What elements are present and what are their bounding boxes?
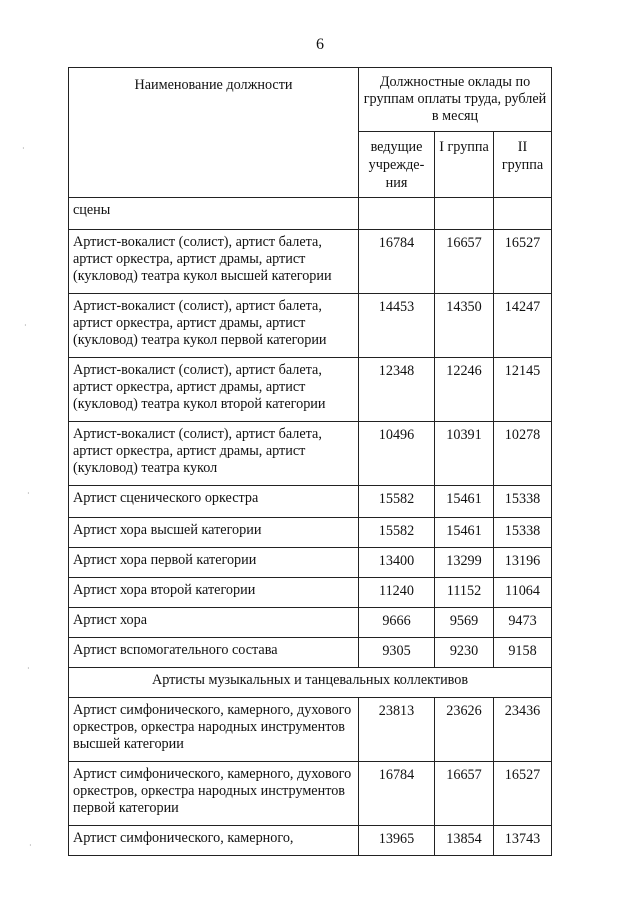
salary-value: 23626 (435, 698, 494, 762)
salary-value: 11240 (359, 578, 435, 608)
salary-value: 16657 (435, 230, 494, 294)
position-name: Артист симфонического, камерного, (69, 826, 359, 856)
position-name: Артист-вокалист (солист), артист балета, артист оркестра, артист драмы, артист (кукловод) театра кукол второй категории (69, 358, 359, 422)
table-row (69, 486, 552, 518)
position-name: Артист хора высшей категории (69, 518, 359, 548)
table-row (69, 198, 552, 230)
salary-value: 13196 (494, 548, 552, 578)
salary-value: 14350 (435, 294, 494, 358)
position-name: Артист вспомогательного состава (69, 638, 359, 668)
salary-value: 15461 (435, 518, 494, 548)
position-name: Артист сценического оркестра (69, 486, 359, 518)
salary-value: 16527 (494, 230, 552, 294)
scan-speck: · (24, 321, 27, 330)
salary-value: 14453 (359, 294, 435, 358)
salary-value: 9569 (435, 608, 494, 638)
table-body (69, 198, 552, 856)
table-row (69, 608, 552, 638)
salary-value: 12246 (435, 358, 494, 422)
position-name: Артист хора (69, 608, 359, 638)
position-name: сцены (69, 198, 359, 230)
column-header-group-1: I группа (435, 132, 494, 198)
salary-value: 16784 (359, 230, 435, 294)
section-row (69, 668, 552, 698)
table-row (69, 358, 552, 422)
table-row (69, 578, 552, 608)
salary-value: 9305 (359, 638, 435, 668)
scan-speck: · (27, 489, 30, 498)
column-header-leading: ведущие учрежде-ния (359, 132, 435, 198)
position-name: Артист-вокалист (солист), артист балета, артист оркестра, артист драмы, артист (кукловод) театра кукол первой категории (69, 294, 359, 358)
salary-value: 11064 (494, 578, 552, 608)
table-row (69, 548, 552, 578)
salary-value: 12348 (359, 358, 435, 422)
table-row (69, 826, 552, 856)
salary-value: 10496 (359, 422, 435, 486)
position-name: Артист хора второй категории (69, 578, 359, 608)
salary-value: 15461 (435, 486, 494, 518)
salary-value: 9666 (359, 608, 435, 638)
salary-value (359, 198, 435, 230)
scan-speck: · (27, 664, 30, 673)
salary-value: 16527 (494, 762, 552, 826)
salary-value (494, 198, 552, 230)
position-name: Артист симфонического, камерного, духового оркестров, оркестра народных инструментов высшей категории (69, 698, 359, 762)
salary-value: 13299 (435, 548, 494, 578)
salary-value: 9473 (494, 608, 552, 638)
salary-value: 11152 (435, 578, 494, 608)
table-row (69, 638, 552, 668)
table-row (69, 294, 552, 358)
salary-value: 12145 (494, 358, 552, 422)
table-row (69, 422, 552, 486)
salary-value: 23436 (494, 698, 552, 762)
scan-speck: · (29, 841, 32, 850)
table-header (69, 68, 552, 198)
section-title: Артисты музыкальных и танцевальных коллективов (69, 668, 552, 698)
table-row (69, 230, 552, 294)
salary-value: 10278 (494, 422, 552, 486)
position-name: Артист-вокалист (солист), артист балета, артист оркестра, артист драмы, артист (кукловод) театра кукол (69, 422, 359, 486)
salary-value: 23813 (359, 698, 435, 762)
salary-value: 16784 (359, 762, 435, 826)
salary-value: 13400 (359, 548, 435, 578)
column-header-group-2: II группа (494, 132, 552, 198)
position-column-header: Наименование должности (69, 68, 359, 198)
salary-value: 16657 (435, 762, 494, 826)
salary-table (68, 67, 552, 856)
scan-speck: · (22, 144, 25, 153)
salary-value: 14247 (494, 294, 552, 358)
salary-value: 13854 (435, 826, 494, 856)
salary-value: 9230 (435, 638, 494, 668)
table-row (69, 698, 552, 762)
salary-value: 15582 (359, 518, 435, 548)
salary-group-header: Должностные оклады по группам оплаты труда, рублей в месяц (359, 68, 552, 132)
position-name: Артист симфонического, камерного, духового оркестров, оркестра народных инструментов первой категории (69, 762, 359, 826)
table-row (69, 762, 552, 826)
salary-value: 10391 (435, 422, 494, 486)
salary-value: 13965 (359, 826, 435, 856)
salary-value: 9158 (494, 638, 552, 668)
salary-value: 15338 (494, 518, 552, 548)
table-row (69, 518, 552, 548)
page-number: 6 (316, 36, 324, 53)
position-name: Артист-вокалист (солист), артист балета, артист оркестра, артист драмы, артист (кукловод) театра кукол высшей категории (69, 230, 359, 294)
salary-value (435, 198, 494, 230)
salary-value: 15338 (494, 486, 552, 518)
position-name: Артист хора первой категории (69, 548, 359, 578)
salary-value: 15582 (359, 486, 435, 518)
salary-value: 13743 (494, 826, 552, 856)
